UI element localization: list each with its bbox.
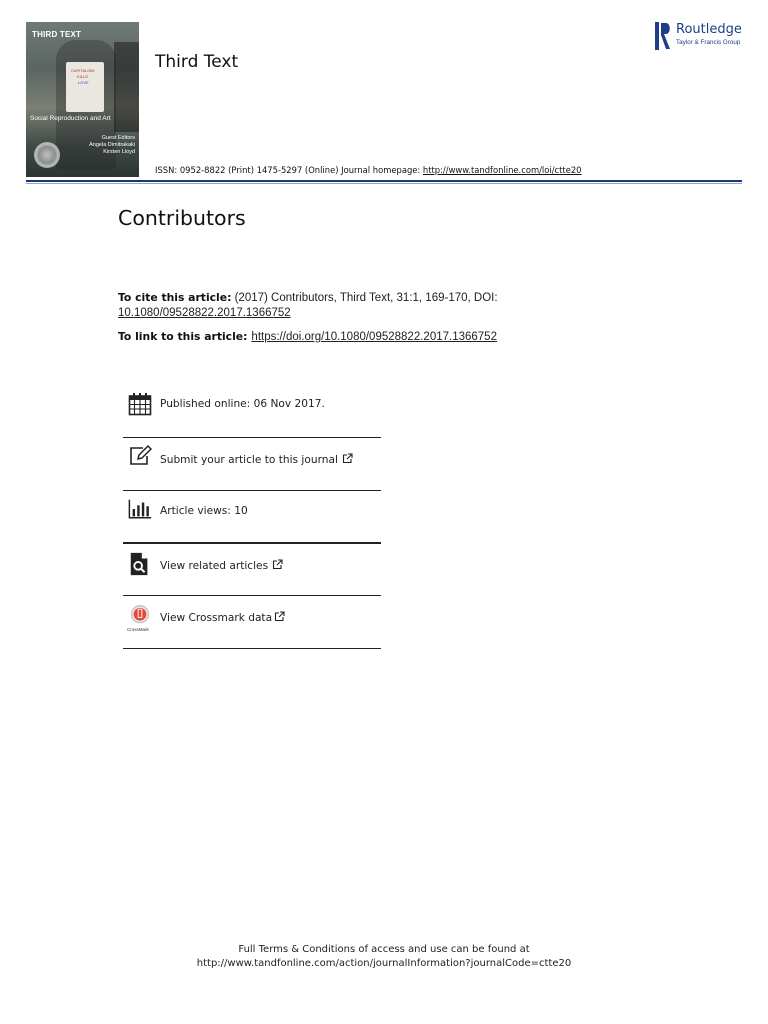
publisher-tagline: Taylor & Francis Group bbox=[676, 39, 741, 46]
crossmark-caption: CrossMark bbox=[127, 627, 149, 632]
cover-editors bbox=[89, 135, 135, 156]
submit-article-label[interactable] bbox=[160, 453, 353, 466]
cite-text: (2017) Contributors, Third Text, 31:1, 169-170, DOI: bbox=[231, 292, 498, 304]
search-document-icon bbox=[128, 552, 152, 576]
footer-terms-text: Full Terms & Conditions of access and use can be found at bbox=[238, 944, 530, 955]
cover-figure-secondary bbox=[114, 42, 139, 132]
footer-terms-link[interactable]: http://www.tandfonline.com/action/journalInformation?journalCode=ctte20 bbox=[196, 958, 572, 969]
crossmark-icon bbox=[128, 605, 152, 629]
citation-block bbox=[118, 290, 678, 321]
cover-bag-text: CAPITALISM bbox=[71, 68, 95, 73]
cover-bag-text: LOVE bbox=[78, 80, 89, 85]
cover-seal bbox=[34, 142, 60, 168]
cite-label: To cite this article: bbox=[118, 291, 232, 304]
cover-title: THIRD TEXT bbox=[32, 30, 82, 39]
crossmark-label[interactable] bbox=[160, 611, 285, 624]
routledge-r-icon bbox=[655, 22, 672, 50]
journal-cover-image bbox=[26, 22, 139, 177]
related-articles-label[interactable] bbox=[160, 559, 283, 572]
cite-doi-link[interactable]: 10.1080/09528822.2017.1366752 bbox=[118, 307, 291, 319]
header-divider bbox=[26, 180, 742, 182]
article-link-block bbox=[118, 330, 497, 343]
footer-terms bbox=[0, 943, 768, 971]
link-label: To link to this article: bbox=[118, 330, 248, 343]
external-link-icon bbox=[274, 611, 285, 622]
cover-editor: Kirsten Lloyd bbox=[103, 149, 135, 155]
calendar-icon bbox=[128, 392, 152, 416]
crossmark-row[interactable] bbox=[123, 596, 381, 649]
journal-homepage-link[interactable]: http://www.tandfonline.com/loi/ctte20 bbox=[422, 165, 582, 175]
crossmark-text: View Crossmark data bbox=[160, 612, 273, 624]
published-online-label: Published online: 06 Nov 2017. bbox=[160, 398, 325, 410]
edit-icon bbox=[128, 444, 152, 468]
issn-line bbox=[155, 165, 582, 175]
external-link-icon bbox=[342, 453, 353, 464]
published-online-row bbox=[123, 380, 381, 433]
issn-text: ISSN: 0952-8822 (Print) 1475-5297 (Online) Journal homepage: bbox=[155, 165, 423, 175]
cover-editor: Angela Dimitrakaki bbox=[89, 142, 135, 148]
article-views-row bbox=[123, 491, 381, 544]
cover-subtitle: Social Reproduction and Art bbox=[30, 115, 111, 122]
related-articles-text: View related articles bbox=[160, 560, 269, 572]
cover-editors-label: Guest Editors bbox=[101, 135, 135, 141]
publisher-name: Routledge bbox=[676, 22, 742, 37]
submit-article-row[interactable] bbox=[123, 438, 381, 491]
article-doi-link[interactable]: https://doi.org/10.1080/09528822.2017.1366752 bbox=[251, 331, 497, 343]
external-link-icon bbox=[272, 559, 283, 570]
bar-chart-icon bbox=[128, 497, 152, 521]
related-articles-row[interactable] bbox=[123, 544, 381, 597]
submit-article-text: Submit your article to this journal bbox=[160, 454, 338, 466]
journal-title[interactable]: Third Text bbox=[155, 52, 239, 72]
header-divider-secondary bbox=[26, 183, 742, 184]
article-title: Contributors bbox=[118, 206, 246, 230]
panel-divider bbox=[123, 648, 381, 649]
article-views-label: Article views: 10 bbox=[160, 505, 248, 517]
cover-bag-text: KILLS bbox=[77, 74, 88, 79]
